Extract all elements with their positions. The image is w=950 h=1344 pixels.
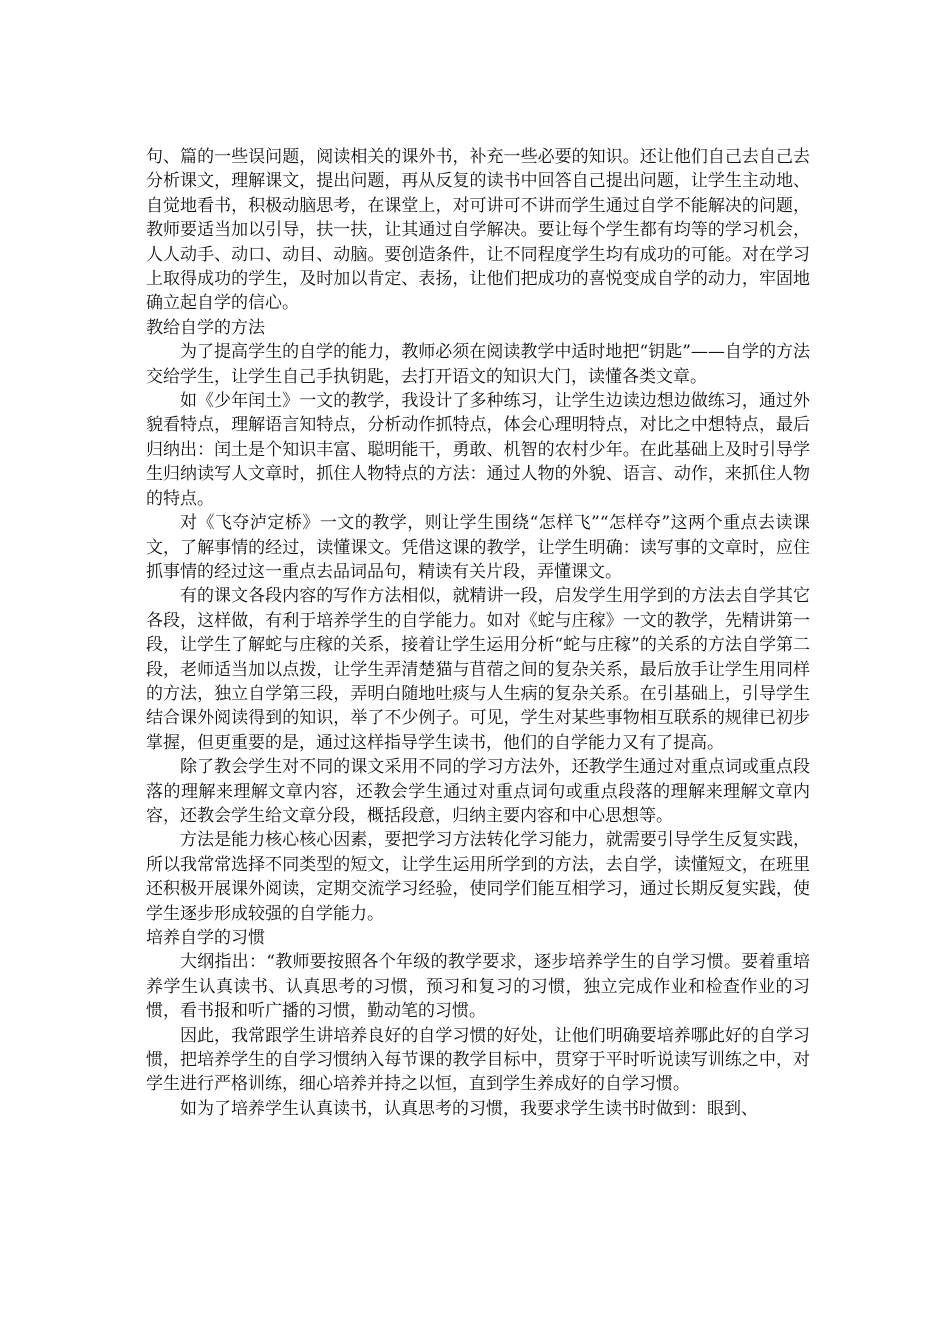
paragraph-intro-continuation: 句、篇的一些误问题，阅读相关的课外书，补充一些必要的知识。还让他们自己去自己去分析课文，理解课文，提出问题，再从反复的读书中回答自己提出问题，让学生主动地、自觉地看书，积极动脑思考，在课堂上，对可讲可不讲而学生通过自学不能解决的问题，教师要适当加以引导，扶一扶，让其通过自学解决。要让每个学生都有均等的学习机会，人人动手、动口、动目、动脑。要创造条件，让不同程度学生均有成功的可能。对在学习上取得成功的学生，及时加以肯定、表扬，让他们把成功的喜悦变成自学的动力，牢固地确立起自学的信心。: [146, 147, 810, 314]
paragraph-luding-bridge: 对《飞夺泸定桥》一文的教学，则让学生围绕“怎样飞”“怎样夺”这两个重点去读课文，了解事情的经过，读懂课文。凭借这课的教学，让学生明确：读写事的文章时，应住抓事情的经过这一重点去品词品句，精读有关片段，弄懂课文。: [146, 513, 810, 582]
paragraph-shaonian-runtu: 如《少年闰土》一文的教学，我设计了多种练习，让学生边读边想边做练习，通过外貌看特点，理解语言知特点，分析动作抓特点，体会心理明特点，对比之中想特点，最后归纳出：闰土是个知识丰富、聪明能干，勇敢、机智的农村少年。在此基础上及时引导学生归纳读写人文章时，抓住人物特点的方法：通过人物的外貌、语言、动作，来抓住人物的特点。: [146, 391, 810, 509]
paragraph-syllabus: 大纲指出：“教师要按照各个年级的教学要求，逐步培养学生的自学习惯。要着重培养学生认真读书、认真思考的习惯，预习和复习的习惯，独立完成作业和检查作业的习惯，看书报和听广播的习惯，勤动笔的习惯。: [146, 952, 810, 1022]
paragraph-practice: 方法是能力核心核心因素，要把学习方法转化学习能力，就需要引导学生反复实践，所以我常常选择不同类型的短文，让学生运用所学到的方法，去自学，读懂短文，在班里还积极开展课外阅读，定期交流学习经验，使同学们能互相学习，通过长期反复实践，使学生逐步形成较强的自学能力。: [146, 830, 810, 924]
paragraph-key-words: 除了教会学生对不同的课文采用不同的学习方法外，还教学生通过对重点词或重点段落的理解来理解文章内容，还教会学生通过对重点词句或重点段落的理解来理解文章内容，还教会学生给文章分段，概括段意，归纳主要内容和中心思想等。: [146, 757, 810, 826]
paragraph-habit-benefits: 因此，我常跟学生讲培养良好的自学习惯的好处，让他们明确要培养哪此好的自学习惯，把培养学生的自学习惯纳入每节课的教学目标中，贯穿于平时听说读写训练之中，对学生进行严格训练，细心培养并持之以恒，直到学生养成好的自学习惯。: [146, 1025, 810, 1095]
section-heading-habits: 培养自学的习惯: [146, 928, 265, 948]
section-heading-methods: 教给自学的方法: [146, 317, 265, 338]
paragraph-snake-and-crops: 有的课文各段内容的写作方法相似，就精讲一段，启发学生用学到的方法去自学其它各段，这样做，有利于培养学生的自学能力。如对《蛇与庄稼》一文的教学，先精讲第一段，让学生了解蛇与庄稼的关系，接着让学生运用分析“蛇与庄稼”的关系的方法自学第二段，老师适当加以点拨，让学生弄清楚猫与苜蓿之间的复杂关系，最后放手让学生用同样的方法，独立自学第三段，弄明白随地吐痰与人生病的复杂关系。在引基础上，引导学生结合课外阅读得到的知识，举了不少例子。可见，学生对某些事物相互联系的规律已初步掌握，但更重要的是，通过这样指导学生读书，他们的自学能力又有了提高。: [146, 586, 810, 753]
paragraph-reading-habit: 如为了培养学生认真读书，认真思考的习惯，我要求学生读书时做到：眼到、: [180, 1098, 758, 1119]
document-body: [146, 145, 810, 1121]
paragraph-methods-key: 为了提高学生的自学的能力，教师必须在阅读教学中适时地把“钥匙”——自学的方法交给学生，让学生自己手执钥匙，去打开语文的知识大门，读懂各类文章。: [146, 342, 810, 387]
